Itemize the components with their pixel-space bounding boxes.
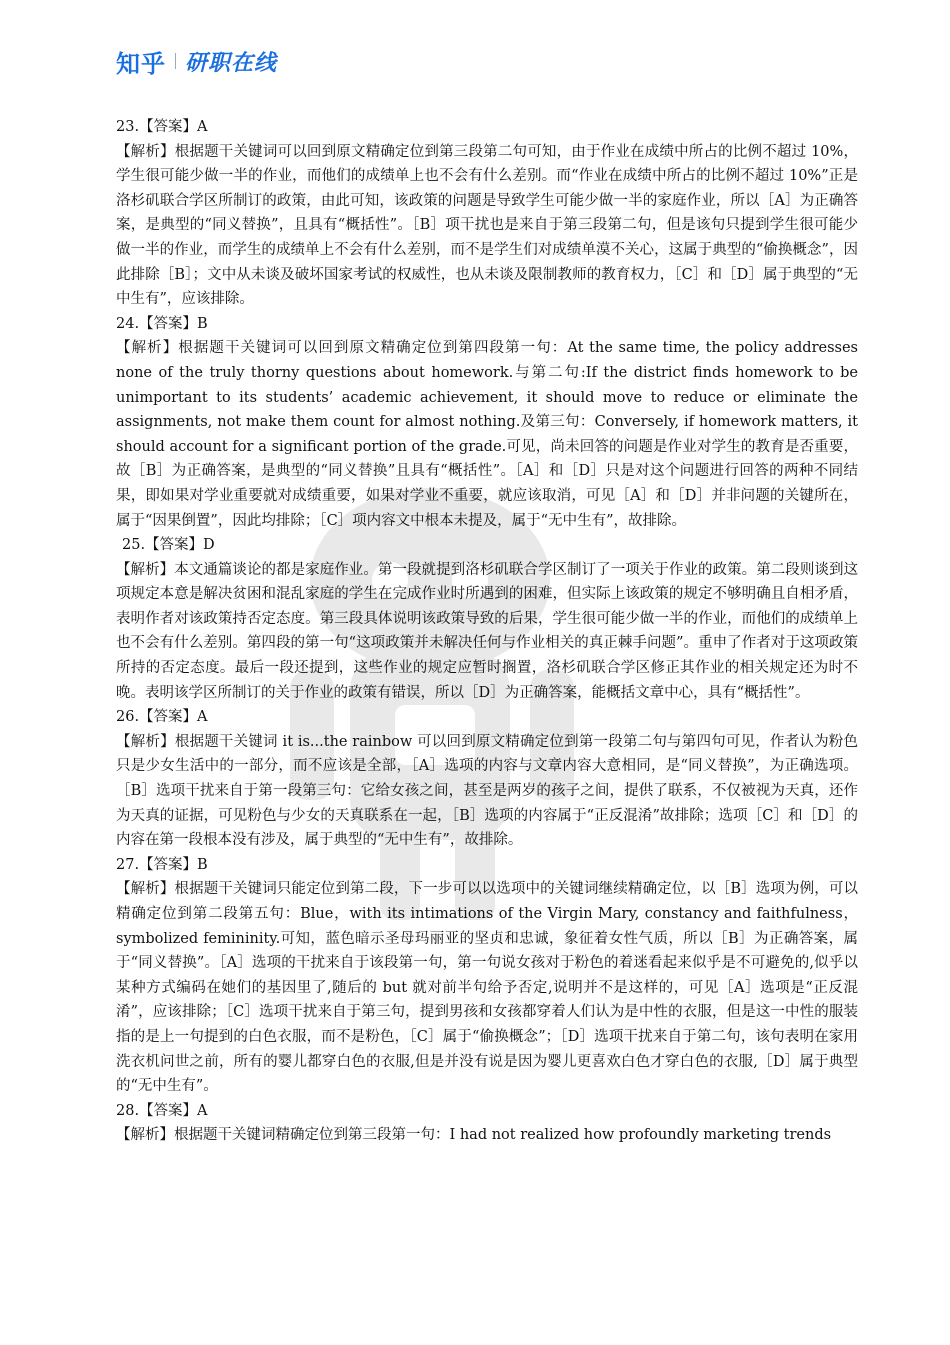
answer-23: 23.【答案】A [116,119,208,135]
answer-26: 26.【答案】A [116,709,208,726]
answer-28: 28.【答案】A [116,1102,208,1119]
answer-27: 27.【答案】B [116,856,208,873]
analysis-27: 【解析】根据题干关键词只能定位到第二段，下一步可以以选项中的关键词继续精确定位，以［B］选项为例，可以精确定位到第二段第五句：Blue，with its intimations of the Virgin Mary, constancy and faithfulness，symbolized femininity.可知，蓝色暗示圣母玛丽亚的坚贞和忠诚，象征着女性气质，所以［B］为正确答案，属于“同义替换”。［A］选项的干扰来自于该段第一句，第一句说女孩对于粉色的着迷看起来似乎是不可避免的,似乎以某种方式编码在她们的基因里了,随后的 but 就对前半句给予否定,说明并不是这样的，可见［A］选项是“正反混淆”，应该排除；［C］选项干扰来自于第三句，提到男孩和女孩都穿着人们认为是中性的衣服，但是这一中性的服装指的是上一句提到的白色衣服，而不是粉色，［C］属于“偷换概念”；［D］选项干扰来自于第二句，该句表明在家用洗衣机问世之前，所有的婴儿都穿白色的衣服,但是并没有说是因为婴儿更喜欢白色才穿白色的衣服,［D］属于典型的“无中生有”。 [116,881,858,1095]
analysis-26: 【解析】根据题干关键词 it is...the rainbow 可以回到原文精确定位到第一段第二句与第四句可见，作者认为粉色只是少女生活中的一部分，而不应该是全部，［A］选项的内容与文章内容大意相同，是“同义替换”，为正确选项。［B］选项干扰来自于第一段第三句：它给女孩之间，甚至是两岁的孩子之间，提供了联系，不仅被视为天真，还作为天真的证据，可见粉色与少女的天真联系在一起，［B］选项的内容属于“正反混淆”故排除；选项［C］和［D］的内容在第一段根本没有涉及，属于典型的“无中生有”，故排除。 [116,733,858,849]
page-header [116,44,277,78]
answer-24: 24.【答案】B [116,315,208,332]
analysis-28: 【解析】根据题干关键词精确定位到第三段第一句：I had not realized how profoundly marketing trends [116,1127,832,1144]
answer-25: 25.【答案】D [122,537,215,554]
analysis-25: 【解析】本文通篇谈论的都是家庭作业。第一段就提到洛杉矶联合学区制订了一项关于作业的政策。第二段则谈到这项规定本意是解决贫困和混乱家庭的学生在完成作业时所遇到的困难，但实际上该政策的规定不够明确且自相矛盾，表明作者对该政策持否定态度。第三段具体说明该政策导致的后果，学生很可能少做一半的作业，而他们的成绩单上也不会有什么差别。第四段的第一句“这项政策并未解决任何与作业相关的真正棘手问题”。重申了作者对于这项政策所持的否定态度。最后一段还提到，这些作业的规定应暂时搁置，洛杉矶联合学区修正其作业的相关规定还为时不晚。表明该学区所制订的关于作业的政策有错误，所以［D］为正确答案，能概括文章中心，具有“概括性”。 [116,561,858,701]
answer-analysis-body [116,115,858,1148]
brand-logo: 研职在线 [185,50,278,76]
analysis-24: 【解析】根据题干关键词可以回到原文精确定位到第四段第一句：At the same time, the policy addresses none of the truly thorny questions about homework.与第二句:If the district finds homework to be unimportant to its students’ academic achievement, it should move to reduce or eliminate the assignments, not make them count for almost nothing.及第三句：Conversely, if homework matters, it should account for a significant portion of the grade.可见，尚未回答的问题是作业对学生的教育是否重要，故［B］为正确答案，是典型的“同义替换”且具有“概括性”。［A］和［D］只是对这个问题进行回答的两种不同结果，即如果对学业重要就对成绩重要，如果对学业不重要，就应该取消，可见［A］和［D］并非问题的关键所在，属于“因果倒置”，因此均排除；［C］项内容文中根本未提及，属于“无中生有”，故排除。 [116,340,858,529]
zhihu-logo: 知乎 [116,49,166,78]
analysis-23: 【解析】根据题干关键词可以回到原文精确定位到第三段第二句可知，由于作业在成绩中所占的比例不超过 10%，学生很可能少做一半的作业，而他们的成绩单上也不会有什么差别。而“作业在成绩中所占的比例不超过 10%”正是洛杉矶联合学区所制订的政策，由此可知，该政策的问题是导致学生可能少做一半的家庭作业，所以［A］为正确答案，是典型的“同义替换”，且具有“概括性”。［B］项干扰也是来自于第三段第二句，但是该句只提到学生很可能少做一半的作业，而学生的成绩单上不会有什么差别，而不是学生们对成绩单漠不关心，这属于典型的“偷换概念”，因此排除［B］；文中从未谈及破坏国家考试的权威性，也从未谈及限制教师的教育权力，［C］和［D］属于典型的“无中生有”，应该排除。 [116,143,858,308]
logo-divider [175,53,176,69]
